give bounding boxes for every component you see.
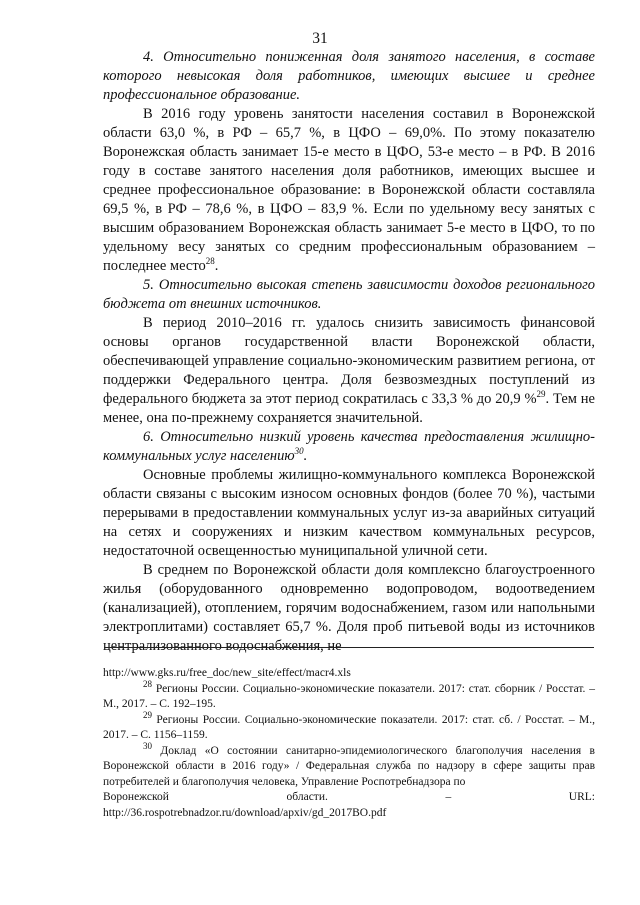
footnote-word: области. <box>286 791 328 803</box>
footnote-ref-30[interactable]: 30 <box>294 446 304 457</box>
footnote-30-url[interactable]: http://36.rospotrebnadzor.ru/download/apxiv/gd_2017BO.pdf <box>103 806 387 819</box>
paragraph-text: В 2016 году уровень занятости населения составил в Воронежской области 63,0 %, в РФ – 65,7 %, в ЦФО – 69,0%. По этому показателю Воронежская область занимает 15-е место в ЦФО, 53-е место – в РФ. В 2016 году в составе занятого населения доля работников, имеющих высшее и среднее профессиональное образование: в Воронежской области составляла 69,5 %, в РФ – 78,6 %, в ЦФО – 83,9 %. Если по удельному весу занятых с высшим образованием Воронежская область занимает 5-е место в ЦФО, то по удельному весу занятых со средним профессиональным образованием – последнее место <box>103 106 595 274</box>
paragraph-housing-amenities: В среднем по Воронежской области доля комплексно благоустроенного жилья (оборудованного одновременно водопроводом, водоотведением (канализацией), отоплением, горячим водоснабжением, газом или напольными электроплитами) составляет 65,7 %. Доля проб питьевой воды из источников централизованного водоснабжения, не <box>103 562 595 654</box>
footnote-text: Регионы России. Социально-экономические показатели. 2017: стат. сборник / Росстат. – М., 2017. – С. 192–195. <box>103 682 595 710</box>
footnote-29 <box>103 709 595 744</box>
footnote-ref-29[interactable]: 29 <box>536 389 546 400</box>
footnote-word: Воронежской <box>103 791 169 803</box>
footnote-word: – <box>445 791 452 803</box>
paragraph-text: В период 2010–2016 гг. удалось снизить зависимость финансовой основы органов государственной власти Воронежской области, обеспечивающей управление социально-экономическим развитием региона, от поддержки Федерального центра. Доля безвозмездных поступлений из федерального бюджета за этот период сократилась с 33,3 % до 20,9 % <box>103 315 595 407</box>
footnote-28 <box>103 678 595 713</box>
footnote-30 <box>103 740 595 791</box>
heading-text: 6. Относительно низкий уровень качества предоставления жилищно-коммунальных услуг населению <box>103 429 595 464</box>
section-heading-6 <box>103 428 595 466</box>
page-number: 31 <box>312 30 328 47</box>
paragraph-budget <box>103 314 595 428</box>
paragraph-tail: . Тем не менее, она по-прежнему сохраняется значительной. <box>103 391 595 426</box>
paragraph-employment <box>103 105 595 276</box>
footnote-text: Регионы России. Социально-экономические показатели. 2017: стат. сб. / Росстат. – М., 2017. – С. 1156–1159. <box>103 713 595 741</box>
footnote-number: 29 <box>143 709 152 720</box>
footnote-continuation-url[interactable]: http://www.gks.ru/free_doc/new_site/effect/macr4.xls <box>103 667 351 679</box>
footnote-ref-28[interactable]: 28 <box>205 256 215 267</box>
footnote-number: 28 <box>143 678 152 689</box>
footnote-text: Доклад «О состоянии санитарно-эпидемиологического благополучия населения в Воронежской области в 2016 году» / Федеральная служба по надзору в сфере защиты прав потребителей и благополучия человека, Управление Роспотребнадзора по <box>103 744 595 788</box>
footnote-number: 30 <box>143 740 152 751</box>
footnote-separator <box>104 647 594 648</box>
heading-tail: . <box>303 448 308 464</box>
footnote-30-url-line <box>103 790 595 806</box>
footnotes <box>103 666 595 821</box>
paragraph-housing-problems: Основные проблемы жилищно-коммунального комплекса Воронежской области связаны с высоким износом основных фондов (более 70 %), частыми перерывами в предоставлении коммунальных услуг из-за аварийных ситуаций на сетях и сооружениях и низким качеством коммунальных ресурсов, недостаточной освещенностью муниципальной уличной сети. <box>103 467 595 559</box>
footnote-word: URL: <box>568 791 595 803</box>
body-text <box>103 48 595 656</box>
section-heading-4: 4. Относительно пониженная доля занятого населения, в составе которого невысокая доля работников, имеющих высшее и среднее профессиональное образование. <box>103 49 595 103</box>
section-heading-5: 5. Относительно высокая степень зависимости доходов регионального бюджета от внешних источников. <box>103 277 595 312</box>
paragraph-tail: . <box>214 258 219 274</box>
